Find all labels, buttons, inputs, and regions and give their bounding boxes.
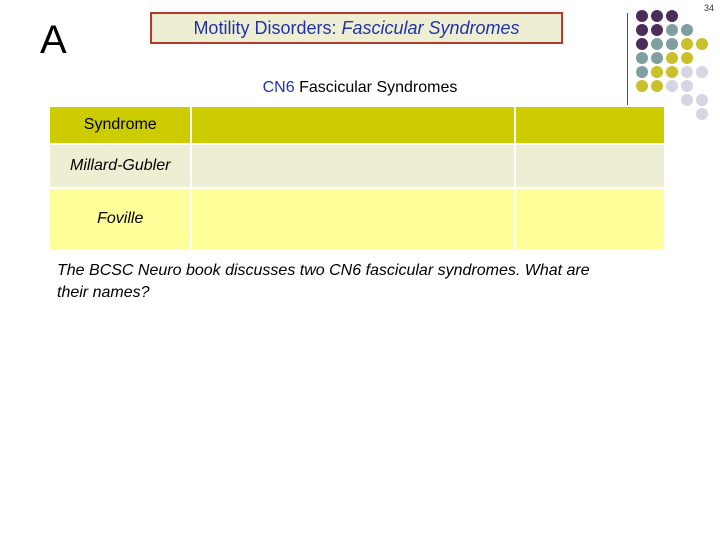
syndrome-name: Millard-Gubler (49, 144, 191, 188)
table-cell (191, 188, 514, 250)
decorative-dot (636, 38, 648, 50)
decorative-dot (666, 10, 678, 22)
subtitle-rest: Fascicular Syndromes (294, 79, 458, 96)
syndrome-table (48, 105, 666, 251)
decorative-dot (651, 66, 663, 78)
header-cell (191, 106, 514, 144)
header-cell: Syndrome (49, 106, 191, 144)
decorative-dot (636, 66, 648, 78)
table-cell (515, 144, 666, 188)
table-header-row (49, 106, 665, 144)
table-cell (191, 144, 514, 188)
decorative-dot (636, 52, 648, 64)
decorative-dot (666, 52, 678, 64)
subtitle-cn: CN6 (262, 79, 295, 96)
table-cell (515, 188, 666, 250)
header-cell (515, 106, 666, 144)
decorative-dot (651, 10, 663, 22)
decorative-dot (651, 52, 663, 64)
decorative-dot (651, 38, 663, 50)
title-italic: Fascicular Syndromes (341, 17, 520, 38)
decorative-dot (636, 10, 648, 22)
syndrome-name: Foville (49, 188, 191, 250)
decorative-dot (666, 66, 678, 78)
decorative-dot (666, 24, 678, 36)
question-text: The BCSC Neuro book discusses two CN6 fascicular syndromes. What are their names? (57, 262, 590, 301)
decorative-dot (681, 24, 693, 36)
page-number: 34 (703, 3, 714, 13)
decorative-dot (666, 38, 678, 50)
slide-title (150, 12, 563, 44)
table-row (49, 144, 665, 188)
decorative-dot (636, 24, 648, 36)
slide-subtitle (0, 79, 720, 97)
decorative-dot (696, 66, 708, 78)
title-prefix: Motility Disorders: (193, 17, 337, 38)
table-row (49, 188, 665, 250)
decorative-dot (696, 38, 708, 50)
section-letter: A (40, 18, 67, 62)
decorative-dot (681, 66, 693, 78)
decorative-dot (681, 52, 693, 64)
decorative-dot (651, 24, 663, 36)
decorative-dot (681, 38, 693, 50)
decorative-dot (696, 108, 708, 120)
